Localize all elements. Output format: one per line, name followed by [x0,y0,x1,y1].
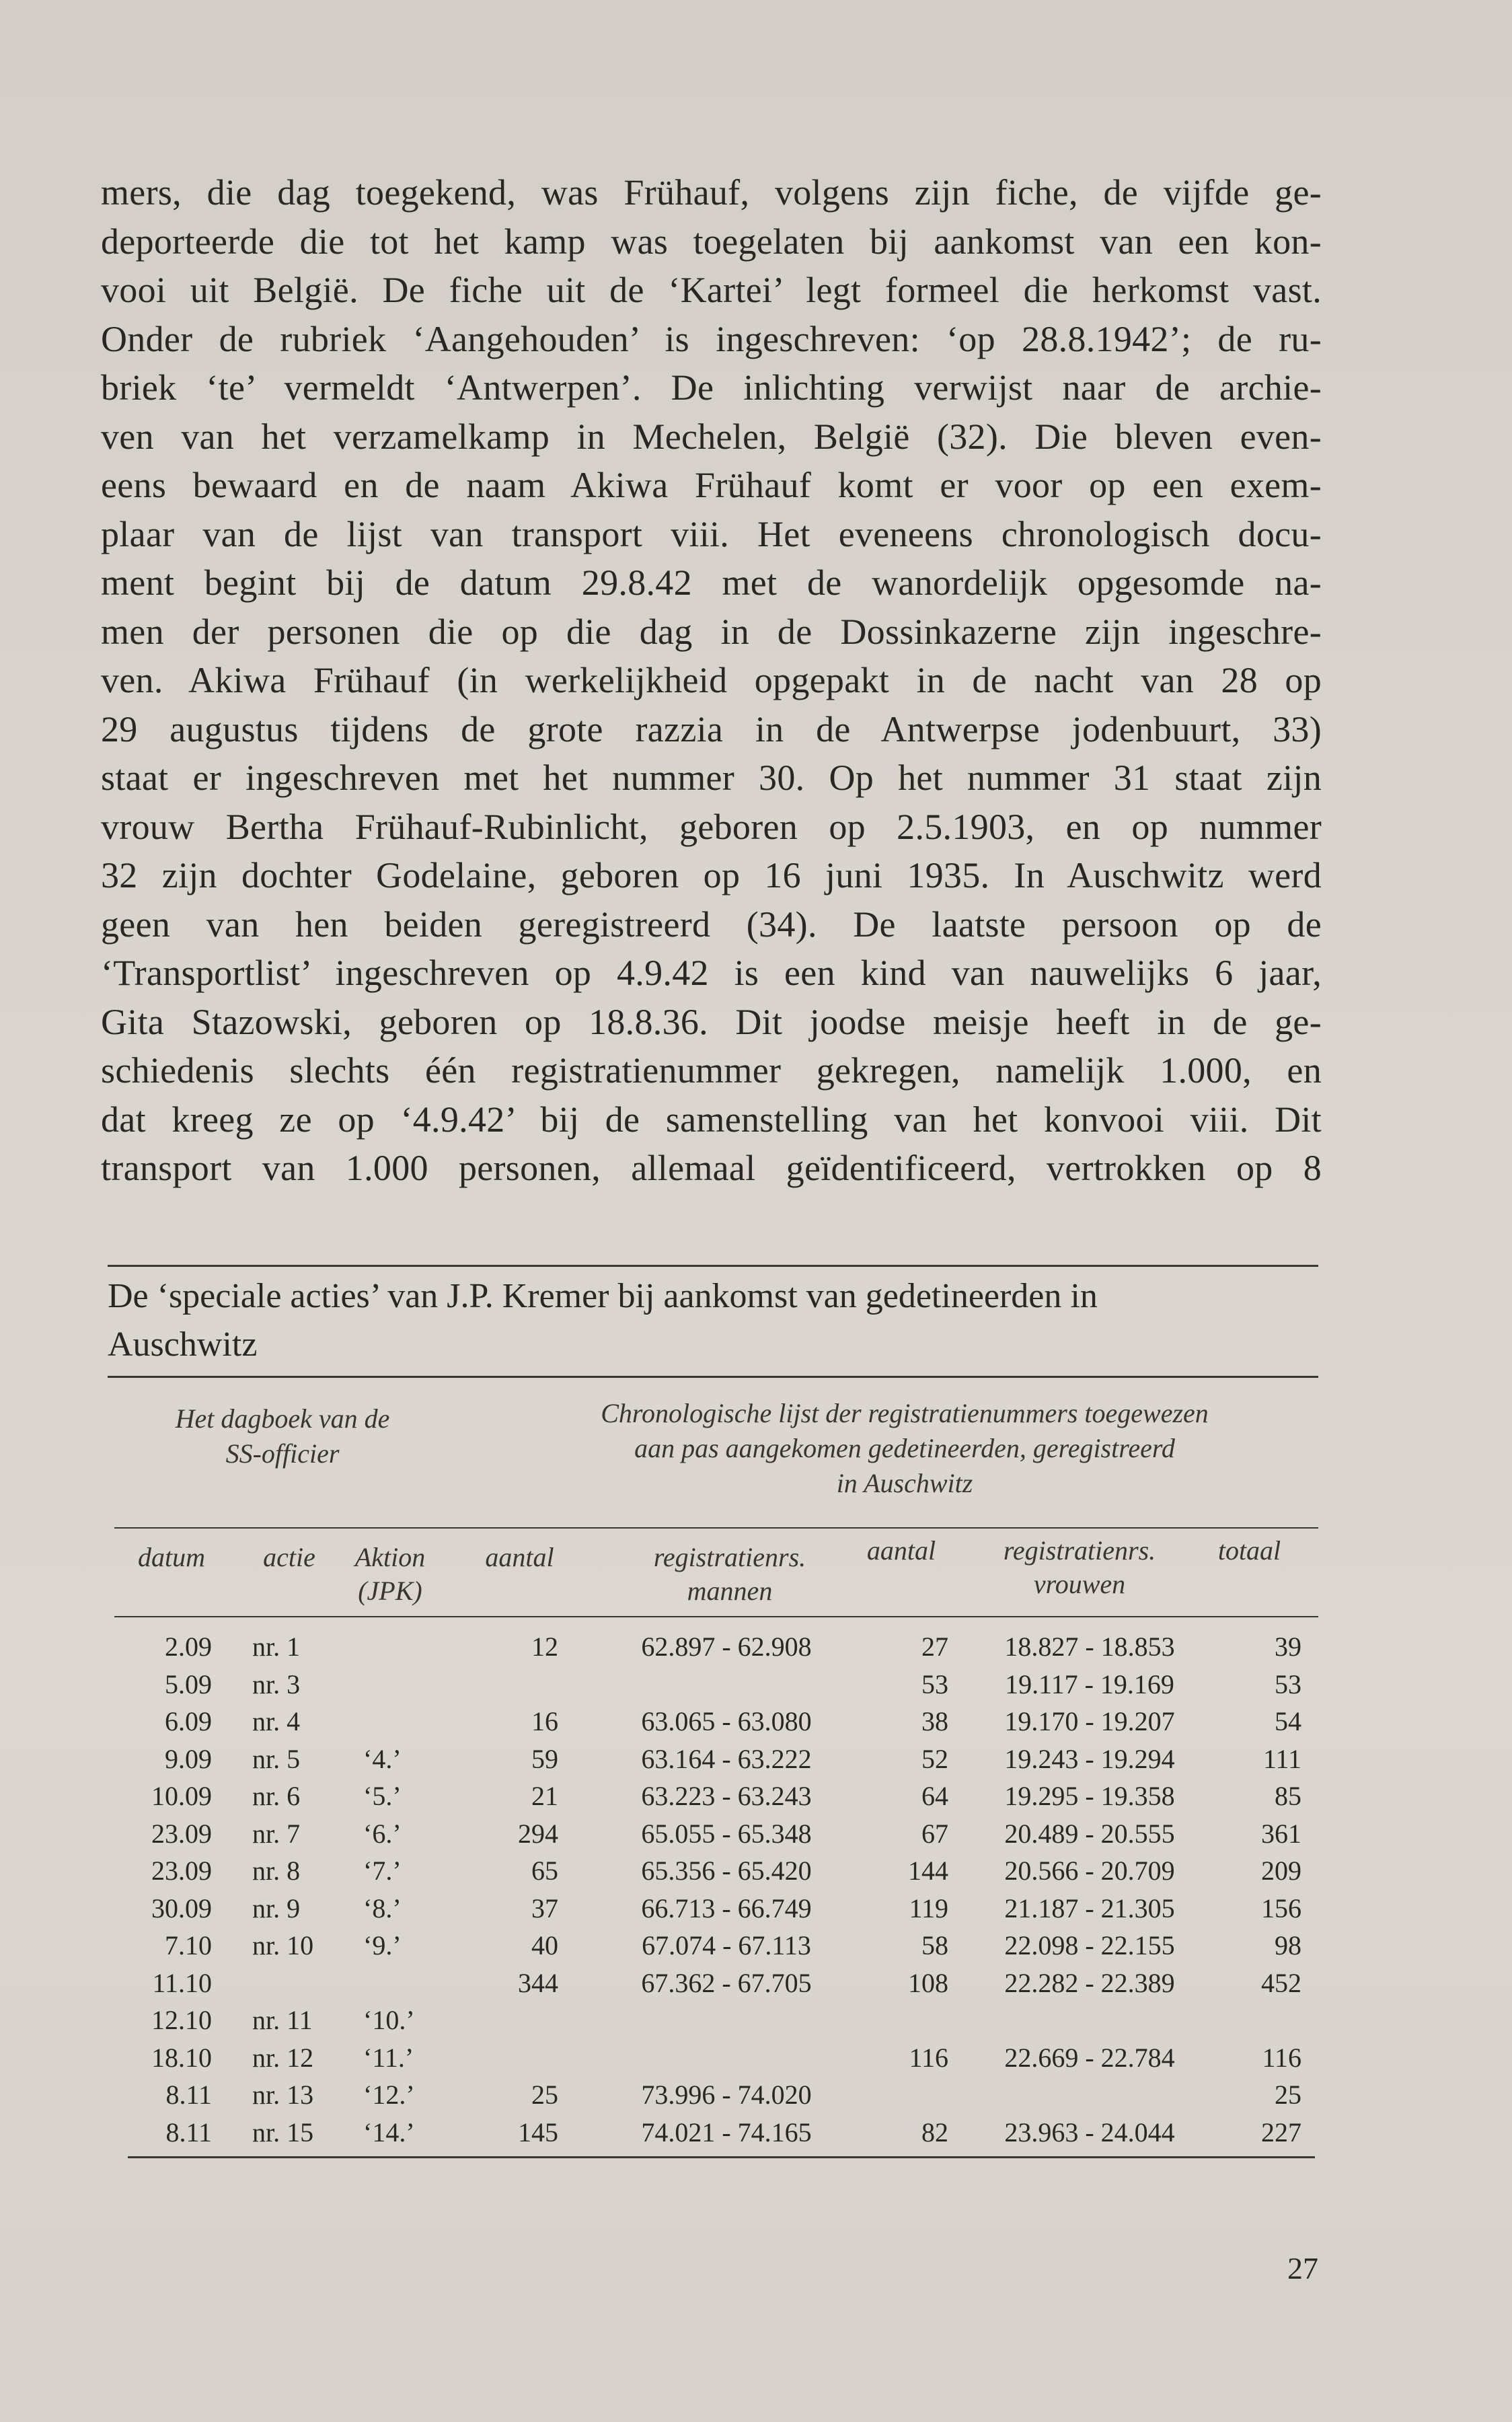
cell-reg-vrouwen: 18.827 - 18.853 [1004,1631,1175,1662]
table-row [108,1852,1318,1890]
cell-totaal: 25 [1275,2080,1301,2110]
cell-aantal-mannen: 21 [531,1781,558,1811]
cell-aantal-vrouwen: 67 [921,1818,948,1849]
cell-aantal-vrouwen: 108 [908,1967,948,1998]
cell-reg-mannen: 74.021 - 74.165 [641,2117,812,2148]
cell-totaal: 452 [1261,1967,1301,1998]
cell-aantal-mannen: 145 [518,2117,558,2148]
cell-aantal-vrouwen: 38 [921,1706,948,1736]
col-header-actie: actie [263,1542,315,1572]
cell-aktion: ‘11.’ [363,2042,414,2073]
cell-actie: nr. 10 [252,1930,314,1960]
text-line: ven van het verzamelkamp in Mechelen, België (32). Die bleven even- [101,416,1322,457]
text-line: staat er ingeschreven met het nummer 30. Op het nummer 31 staat zijn [101,758,1322,798]
cell-datum: 5.09 [165,1668,212,1699]
cell-actie: nr. 15 [252,2117,314,2148]
col-header-aktion-line-2: (JPK) [358,1576,422,1606]
cell-reg-mannen: 67.362 - 67.705 [641,1967,812,1998]
cell-aktion: ‘12.’ [363,2080,415,2110]
cell-actie: nr. 8 [252,1856,301,1886]
cell-aantal-vrouwen: 52 [921,1743,948,1774]
cell-reg-vrouwen: 19.295 - 19.358 [1004,1781,1175,1811]
table-row [108,2114,1318,2152]
cell-totaal: 361 [1261,1818,1301,1849]
group-header-registry-line-2: aan pas aangekomen gedetineerden, geregistreerd [634,1433,1175,1463]
col-header-reg-vrouwen-line-2: vrouwen [1033,1569,1126,1599]
text-line: briek ‘te’ vermeldt ‘Antwerpen’. De inlichting verwijst naar de archie- [101,367,1322,408]
cell-actie: nr. 3 [252,1668,301,1699]
cell-aktion: ‘9.’ [363,1930,402,1960]
cell-aantal-vrouwen: 64 [921,1781,948,1811]
cell-aantal-vrouwen: 144 [908,1856,948,1886]
col-header-aktion [340,1541,441,1608]
cell-reg-vrouwen: 22.098 - 22.155 [1004,1930,1175,1960]
cell-totaal: 227 [1261,2117,1301,2148]
cell-totaal: 85 [1275,1781,1301,1811]
col-header-datum: datum [138,1542,205,1572]
cell-reg-mannen: 73.996 - 74.020 [641,2080,812,2110]
cell-actie: nr. 13 [252,2080,314,2110]
col-header-reg-vrouwen [965,1534,1194,1601]
col-header-totaal: totaal [1217,1535,1281,1566]
cell-datum: 7.10 [165,1930,212,1960]
cell-aantal-mannen: 12 [531,1631,558,1662]
text-line: 32 zijn dochter Godelaine, geboren op 16 juni 1935. In Auschwitz werd [101,855,1322,895]
cell-datum: 30.09 [151,1893,212,1923]
cell-totaal: 54 [1275,1706,1301,1736]
header-separator-rule [114,1527,1318,1529]
cell-totaal: 116 [1262,2042,1301,2073]
text-line: dat kreeg ze op ‘4.9.42’ bij de samenstelling van het konvooi viii. Dit [101,1099,1322,1140]
cell-aktion: ‘4.’ [363,1743,402,1774]
text-line: mers, die dag toegekend, was Frühauf, volgens zijn fiche, de vijfde ge- [101,172,1322,213]
cell-datum: 6.09 [165,1706,212,1736]
table-row [108,1927,1318,1965]
text-line: Gita Stazowski, geboren op 18.8.36. Dit joodse meisje heeft in de ge- [101,1001,1322,1042]
cell-reg-vrouwen: 21.187 - 21.305 [1004,1893,1175,1923]
cell-datum: 2.09 [165,1631,212,1662]
table-row [108,1777,1318,1815]
col-header-reg-mannen [609,1541,851,1608]
cell-datum: 8.11 [165,2117,212,2148]
cell-totaal: 209 [1261,1856,1301,1886]
cell-actie: nr. 6 [252,1781,301,1811]
table-row [108,2039,1318,2077]
cell-reg-mannen: 63.065 - 63.080 [641,1706,812,1736]
group-header-registry-line-3: in Auschwitz [836,1468,973,1498]
cell-aantal-vrouwen: 116 [909,2042,948,2073]
table-row [108,1740,1318,1778]
cell-reg-mannen: 67.074 - 67.113 [642,1930,811,1960]
text-line: schiedenis slechts één registratienummer gekregen, namelijk 1.000, en [101,1050,1322,1091]
text-line: transport van 1.000 personen, allemaal geïdentificeerd, vertrokken op 8 [101,1148,1322,1188]
cell-reg-vrouwen: 19.170 - 19.207 [1004,1706,1175,1736]
table-row [108,1666,1318,1703]
cell-aktion: ‘10.’ [363,2005,415,2035]
cell-aantal-vrouwen: 27 [921,1631,948,1662]
group-header-diary [135,1401,430,1471]
table-row [108,1628,1318,1666]
cell-reg-mannen: 63.164 - 63.222 [641,1743,812,1774]
group-header-diary-line-2: SS-officier [225,1438,340,1469]
text-line: eens bewaard en de naam Akiwa Frühauf komt er voor op een exem- [101,465,1322,505]
cell-reg-vrouwen: 23.963 - 24.044 [1004,2117,1175,2148]
cell-actie: nr. 12 [252,2042,314,2073]
col-header-reg-vrouwen-line-1: registratienrs. [1003,1535,1156,1566]
table-row [108,1703,1318,1740]
text-line: ‘Transportlist’ ingeschreven op 4.9.42 is een kind van nauwelijks 6 jaar, [101,953,1322,993]
cell-aantal-vrouwen: 58 [921,1930,948,1960]
cell-reg-mannen: 66.713 - 66.749 [641,1893,812,1923]
body-paragraph [101,168,1322,1193]
text-line: Onder de rubriek ‘Aangehouden’ is ingeschreven: ‘op 28.8.1942’; de ru- [101,318,1322,359]
cell-aantal-mannen: 16 [531,1706,558,1736]
cell-reg-mannen: 63.223 - 63.243 [641,1781,812,1811]
cell-actie: nr. 1 [252,1631,301,1662]
cell-actie: nr. 9 [252,1893,301,1923]
cell-reg-mannen: 65.055 - 65.348 [641,1818,812,1849]
col-header-aantal-mannen: aantal [485,1542,554,1572]
group-header-diary-line-1: Het dagboek van de [175,1403,390,1434]
text-line: 29 augustus tijdens de grote razzia in de Antwerpse jodenbuurt, 33) [101,708,1322,749]
table-row [108,1890,1318,1928]
cell-datum: 11.10 [152,1967,212,1998]
cell-aantal-mannen: 37 [531,1893,558,1923]
cell-aktion: ‘14.’ [363,2117,415,2148]
cell-totaal: 39 [1275,1631,1301,1662]
group-header-registry-line-1: Chronologische lijst der registratienummers toegewezen [601,1398,1209,1428]
table-row [108,1815,1318,1853]
cell-datum: 18.10 [151,2042,212,2073]
column-header-rule [114,1616,1318,1617]
cell-actie: nr. 4 [252,1706,301,1736]
table-caption-block [108,1265,1318,1378]
caption-line-2: Auschwitz [108,1325,258,1364]
cell-reg-vrouwen: 22.669 - 22.784 [1004,2042,1175,2073]
table-caption [108,1272,1318,1369]
caption-line-1: De ‘speciale acties’ van J.P. Kremer bij aankomst van gedetineerden in [108,1277,1098,1315]
cell-totaal: 111 [1262,1743,1301,1774]
cell-datum: 9.09 [165,1743,212,1774]
col-header-reg-mannen-line-1: registratienrs. [653,1542,806,1572]
cell-aktion: ‘6.’ [363,1818,402,1849]
col-header-aktion-line-1: Aktion [354,1542,426,1572]
table-row [108,1965,1318,2002]
col-header-reg-mannen-line-2: mannen [687,1576,773,1606]
cell-datum: 23.09 [151,1856,212,1886]
cell-actie: nr. 7 [252,1818,301,1849]
cell-datum: 12.10 [151,2005,212,2035]
text-line: deporteerde die tot het kamp was toegelaten bij aankomst van een kon- [101,221,1322,262]
col-header-aantal-vrouwen: aantal [866,1535,936,1566]
cell-aantal-mannen: 294 [518,1818,558,1849]
cell-totaal: 156 [1261,1893,1301,1923]
cell-aantal-mannen: 40 [531,1930,558,1960]
text-line: geen van hen beiden geregistreerd (34). De laatste persoon op de [101,904,1322,945]
cell-reg-vrouwen: 19.117 - 19.169 [1005,1668,1174,1699]
cell-reg-vrouwen: 20.566 - 20.709 [1004,1856,1175,1886]
cell-datum: 10.09 [151,1781,212,1811]
cell-reg-mannen: 65.356 - 65.420 [641,1856,812,1886]
cell-reg-vrouwen: 22.282 - 22.389 [1004,1967,1175,1998]
cell-reg-vrouwen: 19.243 - 19.294 [1004,1743,1175,1774]
group-header-registry [525,1396,1285,1501]
cell-aantal-mannen: 344 [518,1967,558,1998]
text-line: men der personen die op die dag in de Dossinkazerne zijn ingeschre- [101,611,1322,652]
cell-datum: 23.09 [151,1818,212,1849]
table-bottom-rule [128,2156,1315,2158]
text-line: ven. Akiwa Frühauf (in werkelijkheid opgepakt in de nacht van 28 op [101,660,1322,700]
cell-actie: nr. 5 [252,1743,301,1774]
cell-totaal: 53 [1275,1668,1301,1699]
text-line: vooi uit België. De fiche uit de ‘Kartei’ legt formeel die herkomst vast. [101,270,1322,310]
cell-aantal-vrouwen: 53 [921,1668,948,1699]
cell-actie: nr. 11 [252,2005,313,2035]
caption-top-rule [108,1265,1318,1267]
cell-aantal-mannen: 25 [531,2080,558,2110]
cell-aktion: ‘5.’ [363,1781,402,1811]
cell-aantal-mannen: 65 [531,1856,558,1886]
page-number: 27 [1287,2251,1318,2285]
cell-aktion: ‘8.’ [363,1893,402,1923]
cell-aantal-vrouwen: 119 [909,1893,948,1923]
table-row [108,2076,1318,2114]
cell-reg-vrouwen: 20.489 - 20.555 [1004,1818,1175,1849]
text-line: ment begint bij de datum 29.8.42 met de wanordelijk opgesomde na- [101,562,1322,603]
caption-bottom-rule [108,1376,1318,1378]
cell-totaal: 98 [1275,1930,1301,1960]
registration-table [108,1628,1318,2151]
text-line: vrouw Bertha Frühauf-Rubinlicht, geboren op 2.5.1903, en op nummer [101,806,1322,847]
table-row [108,2002,1318,2039]
text-line: plaar van de lijst van transport viii. Het eveneens chronologisch docu- [101,513,1322,554]
cell-aktion: ‘7.’ [363,1856,402,1886]
cell-aantal-mannen: 59 [531,1743,558,1774]
cell-reg-mannen: 62.897 - 62.908 [641,1631,812,1662]
cell-aantal-vrouwen: 82 [921,2117,948,2148]
cell-datum: 8.11 [165,2080,212,2110]
